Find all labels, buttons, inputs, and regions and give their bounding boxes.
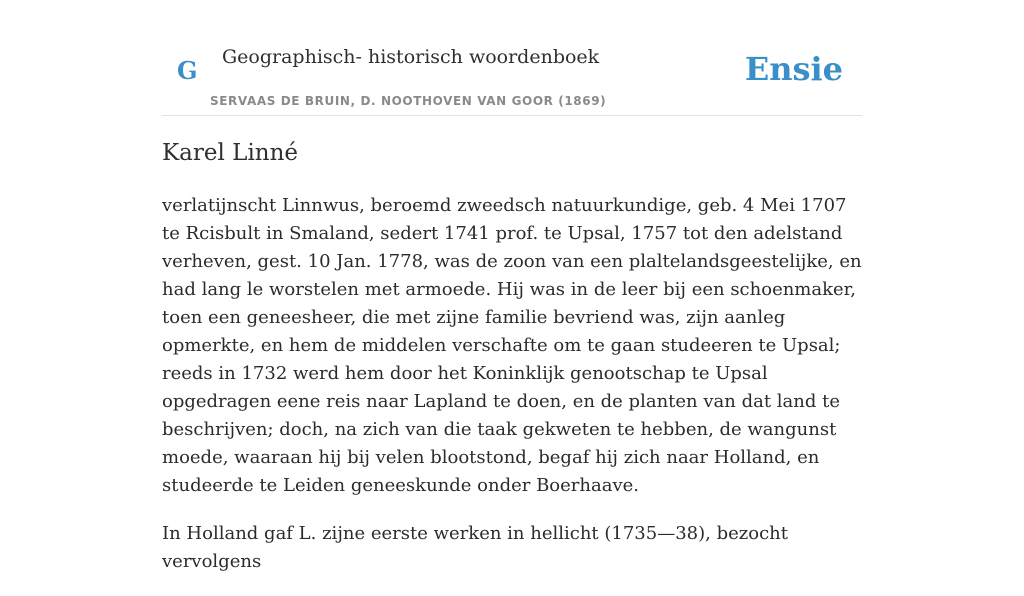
header: [162, 36, 862, 116]
article-paragraph: verlatijnscht Linnwus, beroemd zweedsch natuurkundige, geb. 4 Mei 1707 te Rcisbult in Smaland, sedert 1741 prof. te Upsal, 1757 tot den adelstand verheven, gest. 10 Jan. 1778, was de zoon van een plaltelandsgeestelijke, en had lang le worstelen met armoede. Hij was in de leer bij een schoenmaker, toen een geneesheer, die met zijne familie bevriend was, zijn aanleg opmerkte, en hem de middelen verschafte om te gaan studeeren te Upsal; reeds in 1732 werd hem door het Koninklijk genootschap te Upsal opgedragen eene reis naar Lapland te doen, en de planten van dat land te beschrijven; doch, na zich van die taak gekweten te hebben, de wangunst moede, waaraan hij bij velen blootstond, begaf hij zich naar Holland, en studeerde te Leiden geneeskunde onder Boerhaave.: [162, 195, 862, 496]
book-title[interactable]: Geographisch- historisch woordenboek: [222, 46, 600, 68]
article-title: Karel Linné: [162, 140, 299, 166]
brand-logo-link[interactable]: Ensie: [744, 50, 843, 88]
article-body: [162, 192, 862, 596]
article-paragraph: In Holland gaf L. zijne eerste werken in hellicht (1735—38), bezocht vervolgens: [162, 523, 788, 572]
book-logo[interactable]: G: [177, 56, 198, 85]
book-meta: SERVAAS DE BRUIN, D. NOOTHOVEN VAN GOOR (1869): [210, 94, 607, 108]
